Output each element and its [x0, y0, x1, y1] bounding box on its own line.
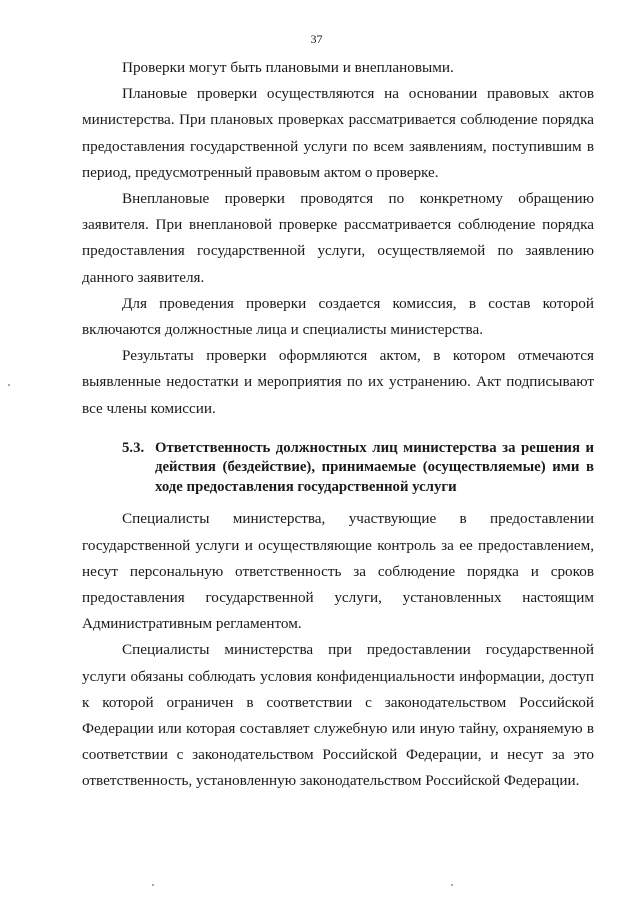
section-title: Ответственность должностных лиц министерства за решения и действия (бездействие), принимаемые (осуществляемые) ими в ходе предоставления государственной услуги	[155, 439, 594, 495]
page-number: 37	[310, 32, 323, 46]
paragraph-confidentiality: Специалисты министерства при предоставлении государственной услуги обязаны соблюдать условия конфиденциальности информации, доступ к которой ограничен в соответствии с законодательством Российской Федерации или которая составляет служебную или иную тайну, охраняемую в соответствии с законодательством Российской Федерации, и несут за это ответственность, установленную законодательством Российской Федерации.	[82, 641, 594, 790]
scan-speck	[451, 884, 453, 886]
paragraph-unplanned-inspections: Внеплановые проверки проводятся по конкретному обращению заявителя. При внеплановой проверке рассматривается соблюдение порядка предоставления государственной услуги, осуществляемой по заявлению данного заявителя.	[82, 190, 594, 286]
paragraph-personal-responsibility: Специалисты министерства, участвующие в предоставлении государственной услуги и осуществляющие контроль за ее предоставлением, несут персональную ответственность за соблюдение порядка и сроков предоставления государственной услуги, установленных настоящим Административным регламентом.	[82, 510, 594, 633]
paragraph-inspection-types: Проверки могут быть плановыми и внеплановыми.	[122, 59, 454, 76]
document-body	[82, 55, 594, 795]
section-heading	[82, 439, 594, 498]
paragraph-planned-inspections: Плановые проверки осуществляются на основании правовых актов министерства. При плановых проверках рассматривается соблюдение порядка предоставления государственной услуги по всем заявлениям, поступившим в период, предусмотренный правовым актом о проверке.	[82, 85, 594, 181]
scan-speck	[152, 884, 154, 886]
scan-speck	[8, 384, 10, 386]
paragraph-commission: Для проведения проверки создается комиссия, в состав которой включаются должностные лица и специалисты министерства.	[82, 294, 594, 339]
section-number: 5.3.	[122, 439, 145, 456]
paragraph-inspection-results: Результаты проверки оформляются актом, в котором отмечаются выявленные недостатки и мероприятия по их устранению. Акт подписывают все члены комиссии.	[82, 347, 594, 417]
